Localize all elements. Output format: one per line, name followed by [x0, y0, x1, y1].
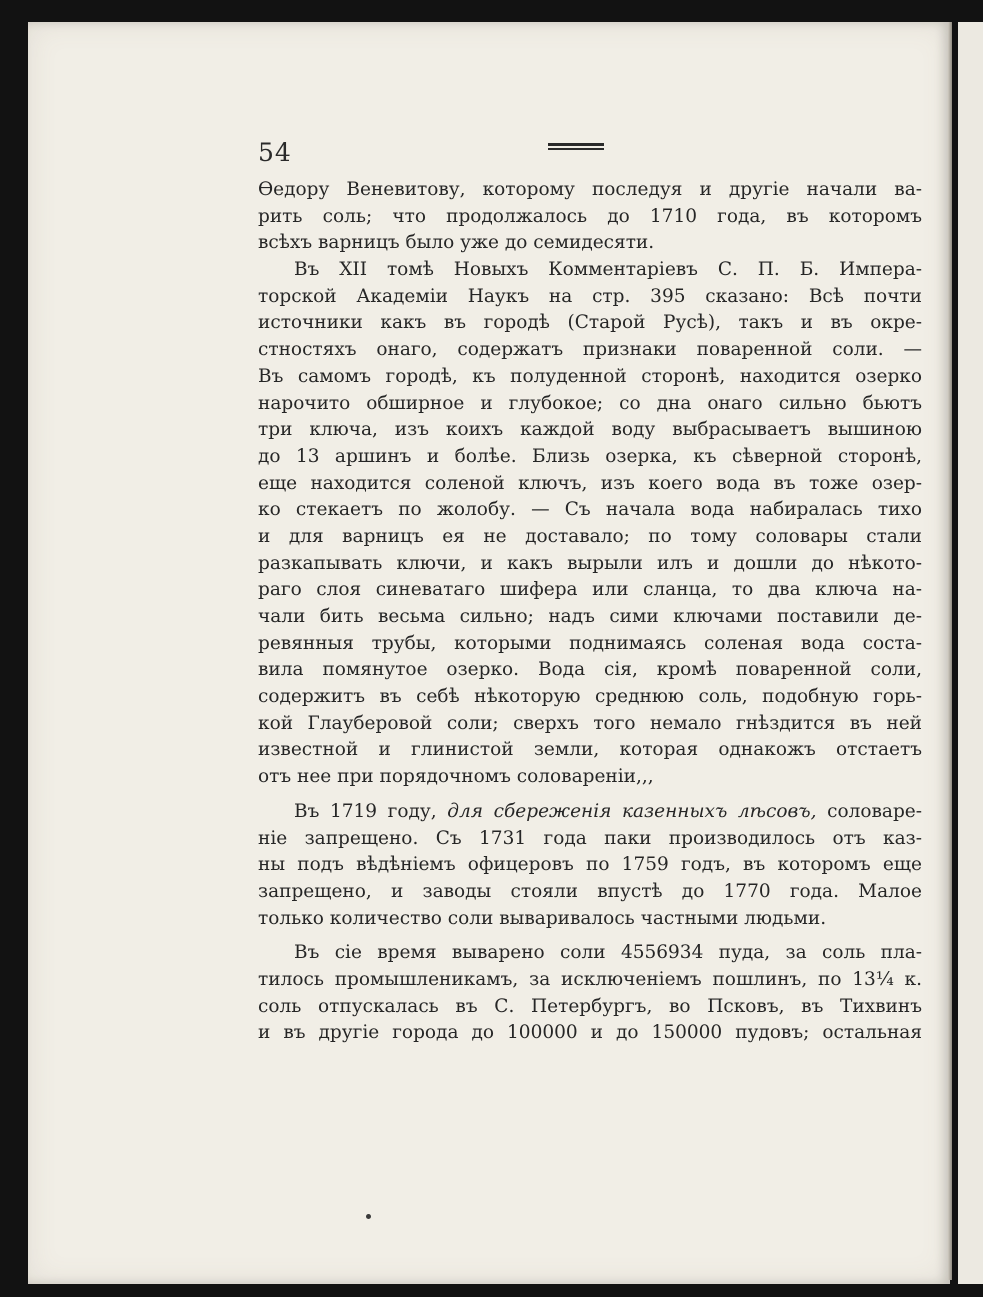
- page-number: 54: [258, 138, 292, 167]
- text-line: стностяхъ онаго, содержатъ признаки поваренной соли. —: [258, 339, 922, 361]
- text-line: вила помянутое озерко. Вода сія, кромѣ поваренной соли,: [258, 659, 922, 681]
- text-line: торской Академіи Наукъ на стр. 395 сказано: Всѣ почти: [258, 285, 922, 307]
- body-text: [258, 177, 922, 1047]
- page-fold-shadow: [948, 22, 952, 1280]
- text-line: запрещено, и заводы стояли впустѣ до 1770 года. Малое: [258, 880, 922, 902]
- text-line: ніе запрещено. Съ 1731 года паки производилось отъ каз-: [258, 827, 922, 849]
- text-line: ревянныя трубы, которыми поднимаясь соленая вода состa-: [258, 632, 922, 654]
- text-run: соловаре-: [827, 800, 922, 822]
- text-line: и въ другіе города до 100000 и до 150000 пудовъ; остальная: [258, 1022, 922, 1044]
- text-line: нарочито обширное и глубокое; со дна онаго сильно бьютъ: [258, 392, 922, 414]
- text-line: Ѳедору Веневитову, которому последуя и другіе начали ва-: [258, 179, 922, 200]
- text-line: разкапывать ключи, и какъ вырыли илъ и дошли до нѣкото-: [258, 552, 922, 574]
- text-line: тилось промышленикамъ, за исключеніемъ пошлинъ, по 13¼ к.: [258, 968, 922, 990]
- text-line: всѣхъ варницъ было уже до семидесяти.: [258, 232, 655, 254]
- header-rule-ornament: [548, 143, 604, 153]
- text-line: еще находится соленой ключъ, изъ коего вода въ тоже озер-: [258, 472, 922, 494]
- text-line: три ключа, изъ коихъ каждой воду выбрасываетъ вышиною: [258, 419, 922, 441]
- text-line: до 13 аршинъ и болѣе. Близь озерка, къ сѣверной сторонѣ,: [258, 445, 922, 467]
- text-line: только количество соли вываривалось частными людьми.: [258, 907, 827, 929]
- text-line: известной и глинистой земли, которая однакожъ отстаетъ: [258, 739, 922, 761]
- text-line: отъ нее при порядочномъ соловареніи,,,: [258, 766, 654, 788]
- text-line: источники какъ въ городѣ (Старой Русѣ), такъ и въ окре-: [258, 312, 922, 334]
- text-line: Въ самомъ городѣ, къ полуденной сторонѣ, находится озерко: [258, 365, 922, 387]
- text-line: [258, 799, 922, 826]
- text-line: раго слоя синеватаго шифера или сланца, то два ключа на-: [258, 579, 922, 601]
- adjacent-page-edge: [958, 22, 983, 1284]
- text-line: ны подъ вѣдѣніемъ офицеровъ по 1759 годъ, въ которомъ еще: [258, 854, 922, 876]
- text-line: содержитъ въ себѣ нѣкоторую среднюю соль, подобную горь-: [258, 686, 922, 708]
- text-line: соль отпускалась въ С. Петербургъ, во Псковъ, въ Тихвинъ: [258, 995, 922, 1017]
- italic-phrase: для сбереженія казенныхъ лѣсовъ,: [447, 800, 817, 822]
- text-line: рить соль; что продолжалось до 1710 года, въ которомъ: [258, 205, 922, 227]
- page-speck: [366, 1214, 371, 1219]
- text-run: Въ 1719 году,: [294, 800, 437, 822]
- text-line: чали бить весьма сильно; надъ сими ключами поставили де-: [258, 606, 922, 627]
- text-line: кой Глауберовой соли; сверхъ того немало гнѣздится въ ней: [258, 712, 922, 734]
- text-line: и для варницъ ея не доставало; по тому соловары стали: [258, 525, 922, 547]
- text-line: ко стекаетъ по жолобу. — Съ начала вода набиралась тихо: [258, 499, 922, 521]
- text-line: Въ сіе время выварено соли 4556934 пуда, за соль пла-: [294, 942, 922, 964]
- text-line: Въ XII томѣ Новыхъ Комментаріевъ С. П. Б. Импера-: [294, 259, 922, 281]
